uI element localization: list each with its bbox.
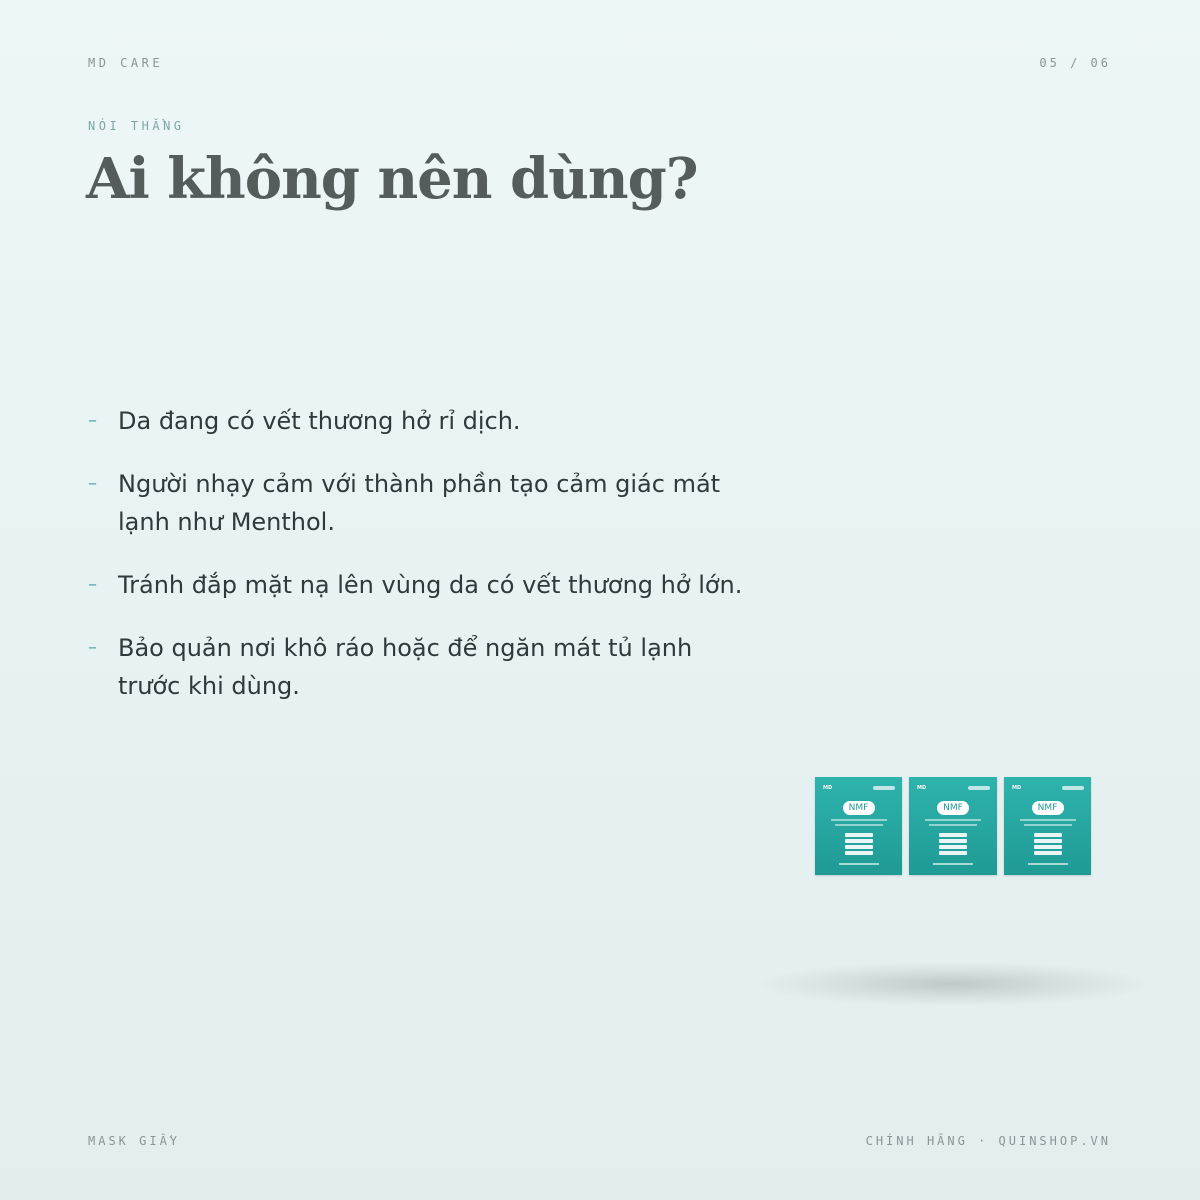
list-item [88, 402, 748, 440]
bullet-text: Bảo quản nơi khô ráo hoặc để ngăn mát tủ lạnh trước khi dùng. [118, 634, 693, 700]
product-image [815, 777, 1091, 875]
dash-icon: – [88, 473, 97, 494]
packet-brand-logo: MD [1012, 785, 1022, 791]
footer-product-label: MASK GIẤY [88, 1134, 181, 1148]
packet-text-lines [1018, 819, 1078, 829]
packet-footer-line [1028, 863, 1068, 865]
packet-feature-boxes [1034, 833, 1062, 857]
product-shadow [758, 962, 1148, 1006]
mask-packet [815, 777, 902, 875]
bullet-list [88, 402, 748, 730]
list-item [88, 566, 748, 604]
packet-brand-logo: MD [917, 785, 927, 791]
packet-feature-boxes [845, 833, 873, 857]
list-item [88, 629, 748, 705]
footer-shop-label: CHÍNH HÃNG · QUINSHOP.VN [865, 1134, 1111, 1148]
dash-icon: – [88, 410, 97, 431]
packet-corner-logo [873, 786, 895, 790]
brand-label: MD CARE [88, 56, 164, 70]
packet-corner-logo [968, 786, 990, 790]
packet-feature-boxes [939, 833, 967, 857]
packet-footer-line [839, 863, 879, 865]
mask-packet [1004, 777, 1091, 875]
section-eyebrow: NÓI THẲNG [88, 119, 185, 133]
page-title: Ai không nên dùng? [86, 146, 698, 212]
packet-badge: NMF [843, 801, 875, 815]
list-item [88, 465, 748, 541]
packet-brand-logo: MD [823, 785, 833, 791]
bullet-text: Da đang có vết thương hở rỉ dịch. [118, 407, 521, 435]
mask-packet [909, 777, 997, 875]
page-counter: 05 / 06 [1039, 56, 1111, 70]
packet-text-lines [829, 819, 889, 829]
packet-badge: NMF [937, 801, 969, 815]
packet-badge: NMF [1032, 801, 1064, 815]
packet-text-lines [923, 819, 983, 829]
dash-icon: – [88, 637, 97, 658]
packet-footer-line [933, 863, 973, 865]
dash-icon: – [88, 574, 97, 595]
bullet-text: Người nhạy cảm với thành phần tạo cảm giác mát lạnh như Menthol. [118, 470, 721, 536]
packet-corner-logo [1062, 786, 1084, 790]
bullet-text: Tránh đắp mặt nạ lên vùng da có vết thương hở lớn. [118, 571, 743, 599]
